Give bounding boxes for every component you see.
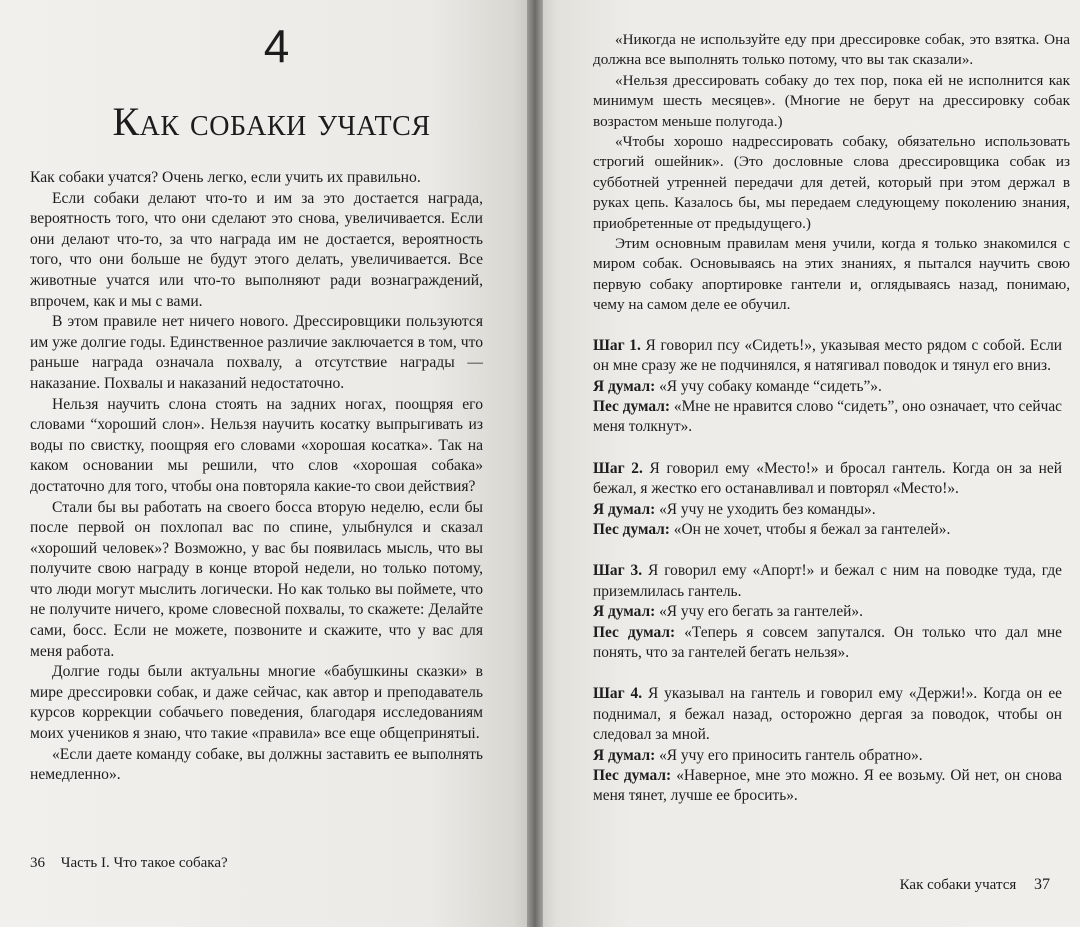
right-page (535, 0, 1080, 927)
step-line (593, 459, 1062, 500)
i-thought-text: «Я учу его приносить гантель обратно». (659, 746, 923, 764)
i-thought-text: «Я учу собаку команде “сидеть”». (659, 377, 882, 395)
step-label: Шаг 3. (593, 562, 643, 580)
step-line (593, 336, 1062, 377)
step-block (593, 459, 1062, 541)
dog-thought-line (593, 397, 1062, 438)
running-header: Как собаки учатся (899, 877, 1017, 893)
training-steps (593, 336, 1070, 807)
step-text: Я говорил ему «Место!» и бросал гантель. Когда он за ней бежал, я жестко его останавливал и повторял «Место!». (593, 459, 1062, 498)
paragraph: Долгие годы были актуальны многие «бабушкины сказки» в мире дрессировки собак, и даже сейчас, как автор и преподаватель курсов коррекции собачьего поведения, благодаря исследованиям моих учеников я знаю, что такие «правила» все еще общепринятыі. (30, 663, 483, 743)
paragraph: Нельзя научить слона стоять на задних ногах, поощряя его словами “хороший слон». Нельзя научить косатку выпрыгивать из воды по свистку, поощряя его словами «хорошая косатка». Так на каком основании мы решили, что слов «хорошая собака» достаточно для того, чтобы она повторяла какие-то свои действия? (30, 395, 483, 495)
step-label: Шаг 4. (593, 685, 643, 703)
i-thought-line (593, 500, 1062, 520)
dog-thought-text: «Наверное, мне это можно. Я ее возьму. Ой нет, он снова меня тянет, лучше ее бросить». (593, 767, 1062, 805)
paragraph: В этом правиле нет ничего нового. Дрессировщики пользуются им уже долгие годы. Единственное различие заключается в том, что раньше награда означала похвалу, а отсутствие награды — наказание. Похвалы и наказаний недостаточно. (30, 313, 483, 392)
dog-thought-text: «Теперь я совсем запутался. Он только что дал мне понять, что за гантелей бегать нельзя». (593, 623, 1062, 661)
i-thought-line (593, 746, 1062, 766)
dog-thought-label: Пес думал: (593, 520, 670, 538)
left-body-text (30, 168, 483, 786)
chapter-title: Как собаки учатся (112, 99, 431, 144)
step-block (593, 561, 1062, 663)
step-line (593, 561, 1062, 602)
right-body-text (593, 30, 1070, 316)
step-text: Я говорил ему «Апорт!» и бежал с ним на поводке туда, где приземлилась гантель. (593, 562, 1062, 600)
dog-thought-line (593, 520, 1062, 540)
dog-thought-label: Пес думал: (593, 397, 670, 415)
paragraph: Если собаки делают что-то и им за это достается награда, вероятность того, что они сделают это снова, увеличивается. Если они делают что-то, за что награда им не достается, вероятность того, что они больше не будут этого делать, увеличивается. Все животные учатся или что-то выполняют ради вознаграждений, впрочем, как и мы с вами. (30, 189, 483, 310)
running-header: Часть I. Что такое собака? (60, 855, 228, 871)
paragraph: Этим основным правилам меня учили, когда я только знакомился с миром собак. Основываясь на этих знаниях, я пытался научить свою первую собаку апортировке гантели и, оглядываясь назад, понимаю, чему на самом деле ее обучил. (593, 235, 1070, 314)
i-thought-label: Я думал: (593, 500, 656, 518)
left-page-footer (30, 855, 228, 872)
step-label: Шаг 1. (593, 336, 641, 354)
book-gutter (527, 0, 543, 927)
left-page (0, 0, 535, 927)
chapter-number: 4 (263, 20, 290, 72)
i-thought-line (593, 377, 1062, 397)
paragraph: Стали бы вы работать на своего босса вторую неделю, если бы после первой он похлопал вас по спине, улыбнулся и сказал «хороший человек»? Возможно, у вас бы появилась мысль, что вы получите свою награду в конце второй недели, но только потому, что люди могут мыслить логически. Но как только вы поймете, что не получите ничего, кроме словесной похвалы, то скажете: Делайте сами, босс. Если не можете, позвоните и скажите, что у вас для меня работа. (30, 498, 483, 660)
step-block (593, 336, 1062, 438)
paragraph: Как собаки учатся? Очень легко, если учить их правильно. (30, 169, 421, 186)
step-line (593, 684, 1062, 745)
dog-thought-text: «Он не хочет, чтобы я бежал за гантелей». (673, 520, 951, 538)
dog-thought-line (593, 623, 1062, 664)
i-thought-text: «Я учу не уходить без команды». (659, 500, 876, 518)
page-number: 36 (30, 855, 45, 871)
i-thought-text: «Я учу его бегать за гантелей». (659, 603, 863, 621)
step-text: Я указывал на гантель и говорил ему «Держи!». Когда он ее поднимал, я бежал назад, осторожно дергая за поводок, чтобы он следовал за мной. (593, 685, 1062, 744)
step-text: Я говорил псу «Сидеть!», указывая место рядом с собой. Если он мне сразу же не подчинялся, я натягивал поводок и тянул его вниз. (593, 336, 1062, 375)
i-thought-label: Я думал: (593, 603, 656, 621)
dog-thought-text: «Мне не нравится слово “сидеть”, оно означает, что сейчас меня толкнут». (593, 397, 1062, 436)
i-thought-label: Я думал: (593, 746, 656, 764)
page-number: 37 (1034, 876, 1050, 893)
right-page-footer (900, 876, 1050, 894)
dog-thought-label: Пес думал: (593, 767, 672, 784)
i-thought-label: Я думал: (593, 377, 656, 395)
paragraph: «Чтобы хорошо надрессировать собаку, обязательно использовать строгий ошейник». (Это дословные слова дрессировщика собак из субботней утренней передачи для детей, который при этом держал в руках цепь. Казалось бы, мы передаем следующему поколению знания, приобретенные от предыдущего.) (593, 133, 1070, 232)
i-thought-line (593, 602, 1062, 622)
paragraph: «Нельзя дрессировать собаку до тех пор, пока ей не исполнится как минимум шесть месяцев». (Многие не берут на дрессировку собак возрастом меньше полугода.) (593, 71, 1070, 130)
paragraph: «Никогда не используйте еду при дрессировке собак, это взятка. Она должна все выполнять только потому, что вы так сказали». (593, 31, 1070, 69)
dog-thought-label: Пес думал: (593, 623, 676, 641)
step-label: Шаг 2. (593, 459, 643, 477)
paragraph: «Если даете команду собаке, вы должны заставить ее выполнять немедленно». (30, 745, 483, 784)
step-block (593, 684, 1062, 806)
dog-thought-line (593, 766, 1062, 807)
